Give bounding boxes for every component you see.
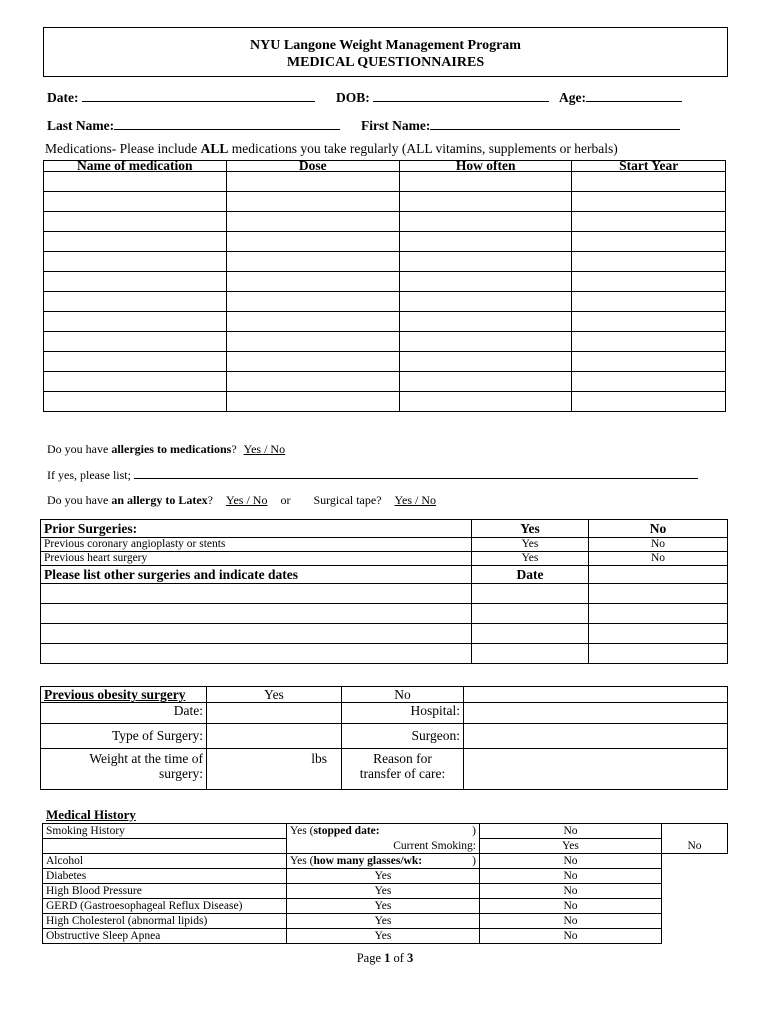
last-name-label: Last Name: [47, 118, 115, 133]
smoking-yes-post: ) [472, 825, 476, 837]
medication-row[interactable] [44, 352, 726, 372]
obesity-date-row [41, 703, 728, 724]
medication-row[interactable] [44, 232, 726, 252]
obesity-type-row [41, 724, 728, 749]
last-name-field[interactable] [114, 116, 340, 130]
medical-history-row [43, 899, 728, 914]
obesity-reason-field[interactable] [464, 749, 728, 790]
medication-frequency-cell[interactable] [399, 192, 571, 212]
medications-intro-pre: Medications- Please include [45, 141, 201, 156]
medication-dose-cell[interactable] [226, 332, 399, 352]
condition-yes[interactable]: Yes [287, 869, 480, 884]
heart-surgery-no[interactable]: No [589, 552, 728, 566]
allergy-list-label: If yes, please list; [47, 468, 131, 482]
mh-row-current-smoking [43, 839, 728, 854]
col-dose: Dose [226, 161, 399, 172]
other-surgery-date[interactable] [472, 584, 589, 604]
medications-intro-bold: ALL [200, 141, 229, 156]
medication-dose-cell[interactable] [226, 292, 399, 312]
reason-label-line1: Reason for [373, 751, 432, 766]
medication-row[interactable] [44, 332, 726, 352]
obesity-hospital-field[interactable] [464, 703, 728, 724]
prior-surgeries-title: Prior Surgeries: [41, 520, 472, 538]
obesity-hospital-label: Hospital: [342, 703, 464, 724]
surgical-tape-yes-no[interactable]: Yes / No [394, 493, 437, 507]
other-surgery-name[interactable] [41, 624, 472, 644]
medication-row[interactable] [44, 292, 726, 312]
smoking-label: Smoking History [43, 824, 287, 839]
condition-no[interactable]: No [480, 899, 662, 914]
medication-start-year-cell[interactable] [572, 232, 726, 252]
other-surgery-date[interactable] [472, 644, 589, 664]
page-pre: Page [356, 951, 385, 965]
medications-header-row [44, 161, 726, 172]
alcohol-label: Alcohol [43, 854, 287, 869]
obesity-header-extra [464, 687, 728, 703]
medical-history-row [43, 884, 728, 899]
medical-history-table [42, 823, 728, 944]
medications-intro [45, 141, 618, 157]
medication-start-year-cell[interactable] [572, 212, 726, 232]
date-label: Date: [47, 90, 79, 105]
heart-surgery-label: Previous heart surgery [41, 552, 472, 566]
allergy-list-row [47, 468, 698, 483]
other-surgeries-empty [589, 566, 728, 584]
medication-start-year-cell[interactable] [572, 392, 726, 412]
weight-label-line1: Weight at the time of [89, 751, 203, 766]
medical-history-row [43, 929, 728, 944]
medication-frequency-cell[interactable] [399, 252, 571, 272]
mh-row-smoking [43, 824, 728, 839]
prior-surgeries-no-header: No [589, 520, 728, 538]
medication-start-year-cell[interactable] [572, 312, 726, 332]
smoking-yes-bold: stopped date: [313, 825, 380, 837]
medication-name-cell[interactable] [44, 312, 227, 332]
col-how-often: How often [399, 161, 571, 172]
medical-history-row [43, 869, 728, 884]
angioplasty-yes[interactable]: Yes [472, 538, 589, 552]
alcohol-yes-post: ) [472, 855, 476, 867]
condition-no[interactable]: No [480, 884, 662, 899]
latex-yes-no[interactable]: Yes / No [225, 493, 268, 507]
condition-no[interactable]: No [480, 929, 662, 944]
date-row [47, 88, 315, 106]
surgical-tape-label: Surgical tape? [313, 493, 382, 507]
other-surgery-extra [589, 604, 728, 624]
medication-dose-cell[interactable] [226, 172, 399, 192]
medication-frequency-cell[interactable] [399, 372, 571, 392]
obesity-type-field[interactable] [207, 724, 342, 749]
medication-name-cell[interactable] [44, 352, 227, 372]
smoking-yes[interactable] [287, 824, 480, 839]
allergy-q1-yes-no[interactable]: Yes / No [243, 442, 286, 456]
other-surgery-date[interactable] [472, 624, 589, 644]
dob-field[interactable] [373, 88, 549, 102]
col-name-of-medication: Name of medication [44, 161, 227, 172]
angioplasty-no[interactable]: No [589, 538, 728, 552]
current-smoking-yes[interactable]: Yes [480, 839, 662, 854]
current-smoking-label: Current Smoking: [287, 839, 480, 854]
obesity-surgery-title: Previous obesity surgery [41, 687, 207, 703]
medication-row[interactable] [44, 172, 726, 192]
condition-label: GERD (Gastroesophageal Reflux Disease) [43, 899, 287, 914]
obesity-type-label: Type of Surgery: [41, 724, 207, 749]
medical-history-conditions [43, 869, 728, 944]
col-start-year: Start Year [572, 161, 726, 172]
medication-name-cell[interactable] [44, 392, 227, 412]
other-surgery-name[interactable] [41, 644, 472, 664]
condition-label: High Blood Pressure [43, 884, 287, 899]
reason-label-line2: transfer of care: [359, 766, 446, 781]
allergy-q2-bold: an allergy to Latex [111, 493, 208, 507]
obesity-header-row [41, 687, 728, 703]
medication-name-cell[interactable] [44, 232, 227, 252]
page-of: of [390, 951, 408, 965]
smoking-extra [662, 824, 728, 839]
medication-row[interactable] [44, 252, 726, 272]
medication-frequency-cell[interactable] [399, 312, 571, 332]
first-name-label: First Name: [361, 118, 431, 133]
date-field[interactable] [82, 88, 315, 102]
condition-no[interactable]: No [480, 914, 662, 929]
first-name-row [361, 116, 680, 134]
other-surgery-row[interactable] [41, 584, 728, 604]
medication-dose-cell[interactable] [226, 192, 399, 212]
medication-frequency-cell[interactable] [399, 332, 571, 352]
medication-start-year-cell[interactable] [572, 252, 726, 272]
weight-label-line2: surgery: [159, 766, 203, 781]
medication-name-cell[interactable] [44, 192, 227, 212]
condition-yes[interactable]: Yes [287, 914, 480, 929]
condition-extra [662, 869, 728, 884]
medication-dose-cell[interactable] [226, 312, 399, 332]
other-surgery-name[interactable] [41, 584, 472, 604]
allergy-q2-pre: Do you have [47, 493, 112, 507]
allergy-q1-pre: Do you have [47, 442, 112, 456]
condition-label: Obstructive Sleep Apnea [43, 929, 287, 944]
page-current: 1 [384, 951, 391, 965]
condition-extra [662, 914, 728, 929]
medication-name-cell[interactable] [44, 372, 227, 392]
smoking-no[interactable]: No [480, 824, 662, 839]
form-title: MEDICAL QUESTIONNAIRES [286, 55, 485, 70]
other-surgery-name[interactable] [41, 604, 472, 624]
condition-extra [662, 899, 728, 914]
prior-surgeries-header [41, 520, 728, 538]
medication-row[interactable] [44, 192, 726, 212]
heart-surgery-yes[interactable]: Yes [472, 552, 589, 566]
condition-yes[interactable]: Yes [287, 884, 480, 899]
other-surgery-row[interactable] [41, 604, 728, 624]
medications-body [44, 172, 726, 412]
last-name-row [47, 116, 340, 134]
allergy-q2-post: ? [207, 493, 213, 507]
mh-row-alcohol [43, 854, 728, 869]
medication-name-cell[interactable] [44, 292, 227, 312]
medication-frequency-cell[interactable] [399, 232, 571, 252]
obesity-yes[interactable]: Yes [207, 687, 342, 703]
medication-frequency-cell[interactable] [399, 352, 571, 372]
prior-surgeries-yes-header: Yes [472, 520, 589, 538]
condition-label: High Cholesterol (abnormal lipids) [43, 914, 287, 929]
medication-start-year-cell[interactable] [572, 272, 726, 292]
other-surgery-extra [589, 644, 728, 664]
medication-frequency-cell[interactable] [399, 212, 571, 232]
first-name-field[interactable] [430, 116, 680, 130]
medication-dose-cell[interactable] [226, 372, 399, 392]
medication-frequency-cell[interactable] [399, 272, 571, 292]
medication-start-year-cell[interactable] [572, 372, 726, 392]
alcohol-yes[interactable] [287, 854, 480, 869]
current-smoking-no[interactable]: No [662, 839, 728, 854]
medication-row[interactable] [44, 312, 726, 332]
allergy-list-field[interactable] [134, 469, 698, 479]
current-smoking-spacer [43, 839, 287, 854]
medication-start-year-cell[interactable] [572, 292, 726, 312]
other-surgery-row[interactable] [41, 644, 728, 664]
medication-row[interactable] [44, 272, 726, 292]
medication-name-cell[interactable] [44, 272, 227, 292]
program-title: NYU Langone Weight Management Program [250, 38, 521, 53]
page-total: 3 [407, 951, 414, 965]
age-field[interactable] [586, 88, 682, 102]
obesity-weight-label [41, 749, 207, 790]
other-surgery-extra [589, 584, 728, 604]
medication-name-cell[interactable] [44, 172, 227, 192]
angioplasty-label: Previous coronary angioplasty or stents [41, 538, 472, 552]
medication-name-cell[interactable] [44, 212, 227, 232]
other-surgery-row[interactable] [41, 624, 728, 644]
medication-frequency-cell[interactable] [399, 292, 571, 312]
medical-history-title: Medical History [46, 807, 136, 822]
medication-start-year-cell[interactable] [572, 332, 726, 352]
other-surgeries-date-header: Date [472, 566, 589, 584]
medication-name-cell[interactable] [44, 332, 227, 352]
medication-frequency-cell[interactable] [399, 392, 571, 412]
medical-history-row [43, 914, 728, 929]
surgery-row-angioplasty [41, 538, 728, 552]
medication-start-year-cell[interactable] [572, 192, 726, 212]
obesity-date-field[interactable] [207, 703, 342, 724]
medication-start-year-cell[interactable] [572, 352, 726, 372]
latex-allergy-question [47, 493, 436, 508]
allergy-q1-bold: allergies to medications [111, 442, 232, 456]
obesity-weight-field[interactable] [207, 749, 342, 790]
medication-name-cell[interactable] [44, 252, 227, 272]
medications-intro-post: medications you take regularly (ALL vitamins, supplements or herbals) [228, 141, 618, 156]
lbs-unit: lbs [311, 751, 327, 766]
allergy-medications-question [47, 442, 285, 457]
condition-yes[interactable]: Yes [287, 929, 480, 944]
page-number [0, 951, 770, 966]
medications-table [43, 160, 726, 412]
obesity-surgeon-label: Surgeon: [342, 724, 464, 749]
condition-no[interactable]: No [480, 869, 662, 884]
age-label: Age: [559, 90, 586, 105]
condition-yes[interactable]: Yes [287, 899, 480, 914]
smoking-yes-pre: Yes ( [290, 825, 314, 837]
medication-dose-cell[interactable] [226, 392, 399, 412]
medication-dose-cell[interactable] [226, 212, 399, 232]
obesity-reason-label [342, 749, 464, 790]
prior-surgeries-table [40, 519, 728, 664]
medication-dose-cell[interactable] [226, 232, 399, 252]
or-text: or [280, 493, 291, 507]
other-surgery-extra [589, 624, 728, 644]
medication-frequency-cell[interactable] [399, 172, 571, 192]
condition-extra [662, 884, 728, 899]
obesity-surgeon-field[interactable] [464, 724, 728, 749]
age-row [559, 88, 682, 106]
alcohol-yes-pre: Yes ( [290, 855, 314, 867]
medication-row[interactable] [44, 372, 726, 392]
medication-row[interactable] [44, 392, 726, 412]
obesity-surgery-table [40, 686, 728, 790]
medication-dose-cell[interactable] [226, 352, 399, 372]
form-header [43, 27, 728, 77]
dob-label: DOB: [336, 90, 370, 105]
other-surgeries-title: Please list other surgeries and indicate dates [41, 566, 472, 584]
other-surgeries-header [41, 566, 728, 584]
dob-row [336, 88, 549, 106]
allergy-q1-post: ? [231, 442, 237, 456]
obesity-no[interactable]: No [342, 687, 464, 703]
other-surgery-date[interactable] [472, 604, 589, 624]
obesity-weight-row [41, 749, 728, 790]
condition-extra [662, 929, 728, 944]
alcohol-extra [662, 854, 728, 869]
surgery-row-heart [41, 552, 728, 566]
alcohol-yes-bold: how many glasses/wk: [313, 855, 423, 867]
obesity-date-label: Date: [41, 703, 207, 724]
medication-dose-cell[interactable] [226, 252, 399, 272]
condition-label: Diabetes [43, 869, 287, 884]
medication-start-year-cell[interactable] [572, 172, 726, 192]
medication-dose-cell[interactable] [226, 272, 399, 292]
medication-row[interactable] [44, 212, 726, 232]
alcohol-no[interactable]: No [480, 854, 662, 869]
